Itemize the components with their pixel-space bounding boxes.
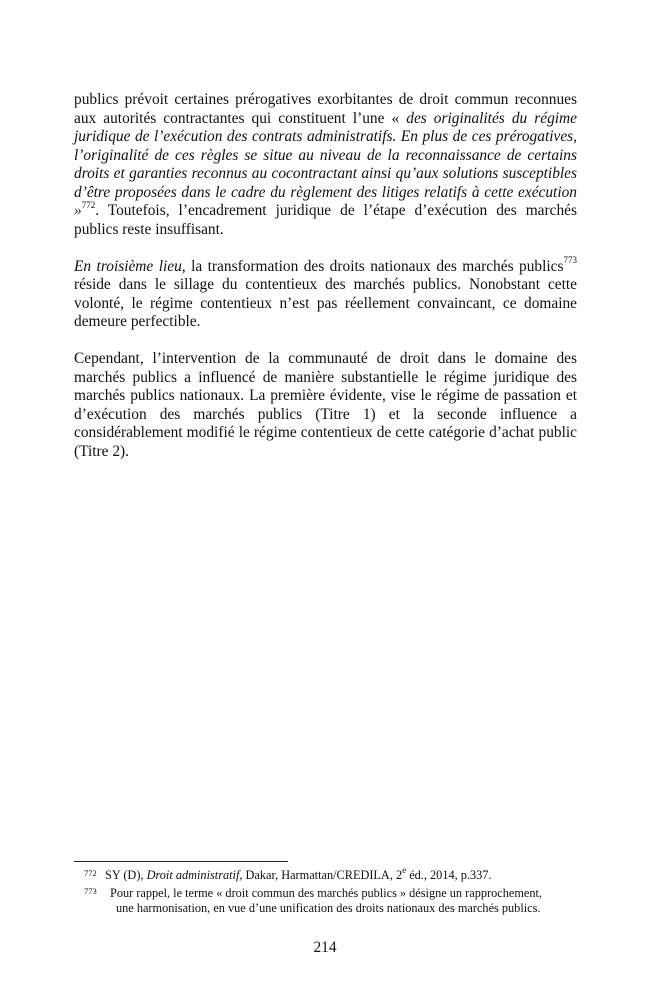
footnote-number: 772 [84,868,97,878]
footnote-publisher: Dakar, Harmattan/CREDILA, 2 [242,868,403,882]
footnote-text [105,864,577,883]
footnote-edition-sup: e [402,864,407,875]
page-body [74,91,577,461]
paragraph-1-quote: des originalités du régime juridique de l’exécution des contrats administratifs. En plus de ces prérogatives, l’originalité de ces règles se situe au niveau de la reconnaissance de certains droits et garanties reconnus au cocontractant ainsi qu’aux solutions susceptibles d’être proposées dans le cadre du règlement des litiges relatifs à cette exécution » [74,109,577,219]
footnote-773 [74,886,577,916]
footnote-author: SY (D), [105,868,147,882]
footnote-title: Droit administratif, [146,868,243,882]
paragraph-2 [74,255,577,332]
paragraph-2-text-end: réside dans le sillage du contentieux des marchés publics. Nonobstant cette volonté, le régime contentieux n’est pas réellement convaincant, ce domaine demeure perfectible. [74,276,577,330]
paragraph-1 [74,91,577,239]
paragraph-1-text-start: publics prévoit certaines prérogatives exorbitantes de droit commun reconnues aux autorités contractantes qui constituent l’une « [74,91,577,127]
footnote-ref-772[interactable]: 772 [81,199,96,210]
footnote-text [110,886,577,916]
footnotes [74,864,577,919]
footnote-edition: éd., 2014, p.337. [406,868,492,882]
page-number: 214 [313,939,337,956]
paragraph-2-lead: En troisième lieu, [74,257,186,275]
footnote-number: 773 [84,886,97,896]
footnote-ref-773[interactable]: 773 [563,255,577,266]
paragraph-3: Cependant, l’intervention de la communauté de droit dans le domaine des marchés publics a influencé de manière substantielle le régime juridique des marchés publics nationaux. La première évidente, vise le régime de passation et d’exécution des marchés publics (Titre 1) et la seconde influence a considérablement modifié le régime contentieux de cette catégorie d’achat public (Titre 2). [74,350,577,460]
footnote-line-2: une harmonisation, en vue d’une unification des droits nationaux des marchés publics. [116,901,541,915]
footnote-line-1: Pour rappel, le terme « droit commun des marchés publics » désigne un rapprochement, [110,886,542,900]
paragraph-2-text-start: la transformation des droits nationaux des marchés publics [185,257,564,275]
footnote-separator [74,861,288,862]
paragraph-1-text-end: . Toutefois, l’encadrement juridique de l’étape d’exécution des marchés publics reste insuffisant. [74,202,577,238]
footnote-772 [74,864,577,883]
